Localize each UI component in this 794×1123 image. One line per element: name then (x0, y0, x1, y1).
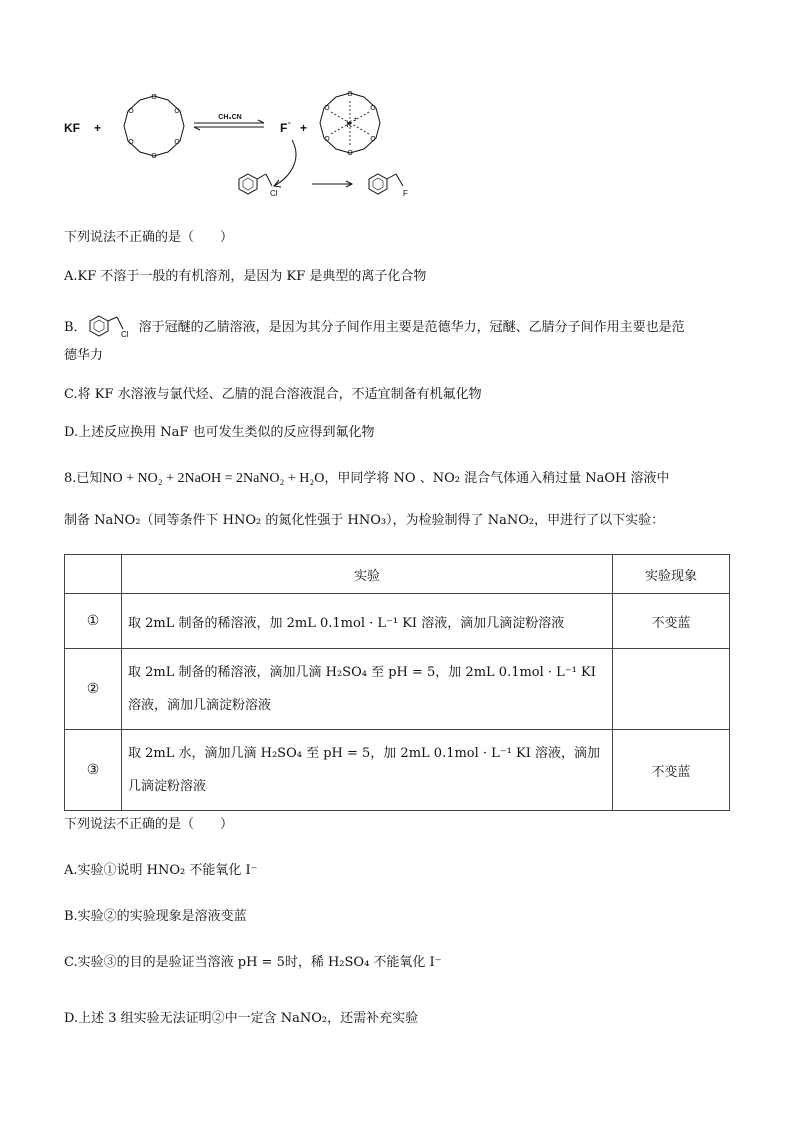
q7-option-a: A.KF 不溶于一般的有机溶剂，是因为 KF 是典型的离子化合物 (64, 269, 427, 284)
crown-o-6: O (128, 107, 134, 115)
crown-ether-molecule (124, 93, 184, 160)
potassium-ion: K (346, 120, 352, 130)
crown-o-1: O (151, 93, 157, 101)
fluorine-label: F (403, 189, 408, 198)
row-number: ① (65, 594, 122, 649)
q7-option-b-text: 溶于冠醚的乙腈溶液，是因为其分子间作用主要是范德华力，冠醚、乙腈分子间作用主要也是范 (138, 320, 685, 335)
reaction-scheme (60, 88, 480, 213)
crown-o-4: O (151, 152, 157, 160)
row-description (122, 730, 613, 811)
row-result (613, 649, 730, 730)
table-header-row (65, 555, 730, 594)
row-description (122, 594, 613, 649)
q7-option-b-line2: 德华力 (64, 348, 104, 363)
q7-option-b-line1 (64, 314, 685, 338)
complex-o-6: O (324, 104, 330, 112)
complex-o-1: O (347, 90, 353, 98)
row-result: 不变蓝 (613, 730, 730, 811)
q7-stem: 下列说法不正确的是（ ） (64, 230, 234, 245)
crown-o-2: O (174, 107, 180, 115)
crown-o-3: O (174, 138, 180, 146)
header-result-cell: 实验现象 (613, 555, 730, 594)
inline-chlorine-label: Cl (120, 330, 129, 338)
chlorine-label: Cl (270, 189, 278, 198)
table-row (65, 730, 730, 811)
row-description-line: 取 2mL 制备的稀溶液，加 2mL 0.1mol · L⁻¹ KI 溶液，滴加几滴淀粉溶液 (128, 615, 565, 631)
reaction-arrow (312, 181, 352, 187)
benzyl-fluoride-molecule (369, 174, 408, 198)
equilibrium-arrow (194, 114, 264, 130)
potassium-crown-complex (320, 90, 380, 157)
q7-option-b-prefix: B． (64, 320, 87, 335)
plus-sign-2: + (300, 121, 308, 135)
row-description-line: 溶液，滴加几滴淀粉溶液 (128, 698, 272, 713)
q8-option-b: B.实验②的实验现象是溶液变蓝 (64, 909, 247, 924)
row-description (122, 649, 613, 730)
row-result: 不变蓝 (613, 594, 730, 649)
q8-equation: NO + NO₂ + 2NaOH = 2NaNO₂ + H₂O (102, 471, 325, 486)
header-experiment-cell: 实验 (122, 555, 613, 594)
row-number: ② (65, 649, 122, 730)
plus-sign-1: + (94, 121, 102, 135)
crown-o-5: O (128, 138, 134, 146)
header-number-cell (65, 555, 122, 594)
q8-stem: 下列说法不正确的是（ ） (64, 817, 234, 832)
q7-option-d: D.上述反应换用 NaF 也可发生类似的反应得到氟化物 (64, 425, 375, 440)
q7-option-c: C.将 KF 水溶液与氯代烃、乙腈的混合溶液混合，不适宜制备有机氟化物 (64, 387, 482, 402)
benzyl-chloride-inline-icon (87, 314, 139, 338)
q8-line2: 制备 NaNO₂（同等条件下 HNO₂ 的氮化性强于 HNO₃），为检验制得了 NaNO₂，甲进行了以下实验： (64, 513, 665, 528)
reaction-scheme-drawing (60, 88, 480, 213)
complex-o-5: O (324, 135, 330, 143)
row-description-line: 几滴淀粉溶液 (128, 779, 207, 794)
complex-o-3: O (370, 135, 376, 143)
nucleophilic-attack-arrow (274, 140, 296, 186)
benzyl-chloride-molecule (239, 174, 278, 198)
reactant-kf: KF (64, 121, 80, 135)
row-description-line: 取 2mL 制备的稀溶液，滴加几滴 H₂SO₄ 至 pH = 5，加 2mL 0.1mol · L⁻¹ KI (128, 665, 596, 680)
complex-o-2: O (370, 104, 376, 112)
q8-intro-rest: ，甲同学将 NO 、NO₂ 混合气体通入稍过量 NaOH 溶液中 (324, 471, 670, 486)
fluoride-charge: - (288, 118, 291, 127)
experiment-table (64, 554, 730, 811)
table-row (65, 649, 730, 730)
q8-intro: 8.已知 (64, 471, 103, 486)
q8-line1 (64, 470, 669, 488)
row-number: ③ (65, 730, 122, 811)
q8-option-a: A.实验①说明 HNO₂ 不能氧化 I⁻ (64, 863, 258, 878)
q8-option-d: D.上述 3 组实验无法证明②中一定含 NaNO₂，还需补充实验 (64, 1011, 419, 1026)
row-description-line: 取 2mL 水，滴加几滴 H₂SO₄ 至 pH = 5，加 2mL 0.1mol · L⁻¹ KI 溶液，滴加 (128, 746, 600, 761)
fluoride-ion: F (280, 121, 288, 135)
complex-o-4: O (347, 149, 353, 157)
solvent-label: CH₃CN (218, 114, 242, 121)
table-row (65, 594, 730, 649)
q8-option-c: C.实验③的目的是验证当溶液 pH = 5时，稀 H₂SO₄ 不能氧化 I⁻ (64, 955, 442, 970)
potassium-charge: + (353, 116, 359, 123)
